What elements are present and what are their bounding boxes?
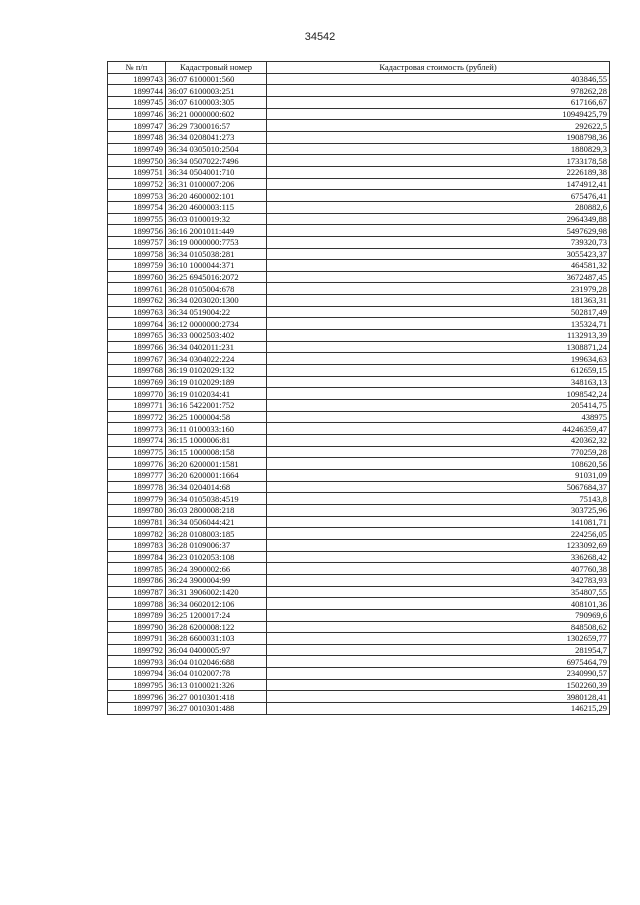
cadastral-value-cell: 739320,73 (267, 236, 610, 248)
table-row (108, 236, 610, 248)
row-index-cell: 1899757 (108, 236, 166, 248)
cadastral-value-cell: 1233092,69 (267, 539, 610, 551)
cadastral-number-cell: 36:11 0100033:160 (166, 423, 267, 435)
table-row (108, 213, 610, 225)
cadastral-number-cell: 36:07 6100003:305 (166, 96, 267, 108)
table-row (108, 668, 610, 680)
cadastral-value-cell: 3672487,45 (267, 271, 610, 283)
table-row (108, 633, 610, 645)
row-index-cell: 1899772 (108, 411, 166, 423)
row-index-cell: 1899769 (108, 376, 166, 388)
cadastral-value-cell: 75143,8 (267, 493, 610, 505)
row-index-cell: 1899761 (108, 283, 166, 295)
table-row (108, 411, 610, 423)
row-index-cell: 1899787 (108, 586, 166, 598)
table-row (108, 306, 610, 318)
cadastral-number-cell: 36:04 0102046:688 (166, 656, 267, 668)
cadastral-number-cell: 36:34 0506044:421 (166, 516, 267, 528)
table-row (108, 586, 610, 598)
row-index-cell: 1899763 (108, 306, 166, 318)
cadastral-value-cell: 280882,6 (267, 201, 610, 213)
row-index-cell: 1899771 (108, 400, 166, 412)
row-index-cell: 1899748 (108, 131, 166, 143)
row-index-cell: 1899786 (108, 574, 166, 586)
table-row (108, 295, 610, 307)
cadastral-number-cell: 36:31 3906002:1420 (166, 586, 267, 598)
table-row (108, 400, 610, 412)
row-index-cell: 1899794 (108, 668, 166, 680)
table-row (108, 283, 610, 295)
cadastral-number-cell: 36:34 0504001:710 (166, 166, 267, 178)
table-row (108, 248, 610, 260)
row-index-cell: 1899777 (108, 469, 166, 481)
table-row (108, 458, 610, 470)
row-index-cell: 1899792 (108, 644, 166, 656)
cadastral-value-cell: 10949425,79 (267, 108, 610, 120)
cadastral-value-cell: 617166,67 (267, 96, 610, 108)
row-index-cell: 1899745 (108, 96, 166, 108)
cadastral-value-cell: 44246359,47 (267, 423, 610, 435)
cadastral-number-cell: 36:31 0100007:206 (166, 178, 267, 190)
cadastral-number-cell: 36:15 1000008:158 (166, 446, 267, 458)
table-row (108, 73, 610, 85)
row-index-cell: 1899756 (108, 225, 166, 237)
cadastral-number-cell: 36:16 5422001:752 (166, 400, 267, 412)
cadastral-value-cell: 1502260,39 (267, 679, 610, 691)
cadastral-value-cell: 6975464,79 (267, 656, 610, 668)
row-index-cell: 1899778 (108, 481, 166, 493)
table-row (108, 469, 610, 481)
cadastral-number-cell: 36:25 1200017:24 (166, 609, 267, 621)
cadastral-value-cell: 770259,28 (267, 446, 610, 458)
row-index-cell: 1899764 (108, 318, 166, 330)
cadastral-number-cell: 36:16 2001011:449 (166, 225, 267, 237)
row-index-cell: 1899753 (108, 190, 166, 202)
cadastral-value-cell: 848508,62 (267, 621, 610, 633)
cadastral-value-cell: 612659,15 (267, 365, 610, 377)
cadastral-number-cell: 36:19 0102034:41 (166, 388, 267, 400)
table-row (108, 120, 610, 132)
table-row (108, 271, 610, 283)
row-index-cell: 1899796 (108, 691, 166, 703)
cadastral-number-cell: 36:24 3900002:66 (166, 563, 267, 575)
table-row (108, 446, 610, 458)
cadastral-number-cell: 36:19 0102029:132 (166, 365, 267, 377)
cadastral-number-cell: 36:34 0304022:224 (166, 353, 267, 365)
cadastral-number-cell: 36:33 0002503:402 (166, 330, 267, 342)
table-row (108, 85, 610, 97)
cadastral-number-cell: 36:23 0102053:108 (166, 551, 267, 563)
table-row (108, 388, 610, 400)
row-index-cell: 1899752 (108, 178, 166, 190)
cadastral-value-cell: 1098542,24 (267, 388, 610, 400)
table-row (108, 260, 610, 272)
table-row (108, 598, 610, 610)
cadastral-value-cell: 420362,32 (267, 435, 610, 447)
table-row (108, 528, 610, 540)
cadastral-number-cell: 36:28 0108003:185 (166, 528, 267, 540)
table-row (108, 178, 610, 190)
table-row (108, 143, 610, 155)
row-index-cell: 1899797 (108, 703, 166, 715)
row-index-cell: 1899755 (108, 213, 166, 225)
table-row (108, 330, 610, 342)
row-index-cell: 1899750 (108, 155, 166, 167)
cadastral-number-cell: 36:34 0305010:2504 (166, 143, 267, 155)
cadastral-number-cell: 36:34 0507022:7496 (166, 155, 267, 167)
column-header-cadastral-number: Кадастровый номер (166, 62, 267, 74)
row-index-cell: 1899782 (108, 528, 166, 540)
row-index-cell: 1899762 (108, 295, 166, 307)
row-index-cell: 1899788 (108, 598, 166, 610)
row-index-cell: 1899795 (108, 679, 166, 691)
table-row (108, 493, 610, 505)
table-row (108, 516, 610, 528)
cadastral-number-cell: 36:28 0109006:37 (166, 539, 267, 551)
cadastral-number-cell: 36:34 0402011:231 (166, 341, 267, 353)
column-header-index: № п/п (108, 62, 166, 74)
row-index-cell: 1899751 (108, 166, 166, 178)
page-number: 34542 (304, 31, 336, 43)
cadastral-value-cell: 135324,71 (267, 318, 610, 330)
cadastral-value-cell: 1733178,58 (267, 155, 610, 167)
table-row (108, 621, 610, 633)
cadastral-number-cell: 36:34 0602012:106 (166, 598, 267, 610)
cadastral-value-cell: 3055423,37 (267, 248, 610, 260)
cadastral-value-cell: 5497629,98 (267, 225, 610, 237)
cadastral-number-cell: 36:04 0102007:78 (166, 668, 267, 680)
table-row (108, 376, 610, 388)
table-row (108, 435, 610, 447)
row-index-cell: 1899767 (108, 353, 166, 365)
cadastral-number-cell: 36:20 4600003:115 (166, 201, 267, 213)
cadastral-value-cell: 464581,32 (267, 260, 610, 272)
cadastral-value-cell: 224256,05 (267, 528, 610, 540)
row-index-cell: 1899768 (108, 365, 166, 377)
table-row (108, 691, 610, 703)
cadastral-number-cell: 36:28 0105004:678 (166, 283, 267, 295)
cadastral-number-cell: 36:34 0519004:22 (166, 306, 267, 318)
cadastral-value-cell: 2964349,88 (267, 213, 610, 225)
row-index-cell: 1899781 (108, 516, 166, 528)
row-index-cell: 1899776 (108, 458, 166, 470)
cadastral-number-cell: 36:19 0000000:7753 (166, 236, 267, 248)
table-header-row (108, 62, 610, 74)
cadastral-value-cell: 2340990,57 (267, 668, 610, 680)
row-index-cell: 1899790 (108, 621, 166, 633)
cadastral-value-cell: 108620,56 (267, 458, 610, 470)
table-row (108, 481, 610, 493)
cadastral-number-cell: 36:07 6100003:251 (166, 85, 267, 97)
cadastral-number-cell: 36:34 0105038:4519 (166, 493, 267, 505)
table-row (108, 679, 610, 691)
row-index-cell: 1899749 (108, 143, 166, 155)
row-index-cell: 1899783 (108, 539, 166, 551)
row-index-cell: 1899765 (108, 330, 166, 342)
row-index-cell: 1899759 (108, 260, 166, 272)
table-row (108, 423, 610, 435)
table-row (108, 225, 610, 237)
cadastral-value-cell: 348163,13 (267, 376, 610, 388)
cadastral-value-cell: 408101,36 (267, 598, 610, 610)
cadastral-value-cell: 303725,96 (267, 504, 610, 516)
cadastral-value-cell: 231979,28 (267, 283, 610, 295)
cadastral-value-cell: 336268,42 (267, 551, 610, 563)
table-row (108, 539, 610, 551)
cadastral-number-cell: 36:03 0100019:32 (166, 213, 267, 225)
cadastral-value-cell: 790969,6 (267, 609, 610, 621)
cadastral-value-cell: 2226189,38 (267, 166, 610, 178)
table-row (108, 353, 610, 365)
column-header-cadastral-value: Кадастровая стоимость (рублей) (267, 62, 610, 74)
cadastral-value-cell: 407760,38 (267, 563, 610, 575)
row-index-cell: 1899758 (108, 248, 166, 260)
cadastral-number-cell: 36:28 6200008:122 (166, 621, 267, 633)
cadastral-number-cell: 36:12 0000000:2734 (166, 318, 267, 330)
row-index-cell: 1899746 (108, 108, 166, 120)
cadastral-number-cell: 36:27 0010301:488 (166, 703, 267, 715)
row-index-cell: 1899784 (108, 551, 166, 563)
row-index-cell: 1899779 (108, 493, 166, 505)
table-row (108, 656, 610, 668)
cadastral-value-cell: 199634,63 (267, 353, 610, 365)
row-index-cell: 1899793 (108, 656, 166, 668)
table-row (108, 166, 610, 178)
cadastral-value-cell: 1880829,3 (267, 143, 610, 155)
cadastral-number-cell: 36:20 4600002:101 (166, 190, 267, 202)
cadastral-number-cell: 36:25 1000004:58 (166, 411, 267, 423)
cadastral-number-cell: 36:34 0105038:281 (166, 248, 267, 260)
cadastral-number-cell: 36:03 2800008:218 (166, 504, 267, 516)
cadastral-number-cell: 36:13 0100021:326 (166, 679, 267, 691)
row-index-cell: 1899766 (108, 341, 166, 353)
cadastral-value-cell: 438975 (267, 411, 610, 423)
row-index-cell: 1899785 (108, 563, 166, 575)
cadastral-value-cell: 5067684,37 (267, 481, 610, 493)
cadastral-value-cell: 146215,29 (267, 703, 610, 715)
table-row (108, 201, 610, 213)
cadastral-number-cell: 36:20 6200001:1664 (166, 469, 267, 481)
cadastral-value-cell: 181363,31 (267, 295, 610, 307)
cadastral-number-cell: 36:25 6945016:2072 (166, 271, 267, 283)
cadastral-number-cell: 36:34 0204014:68 (166, 481, 267, 493)
cadastral-number-cell: 36:34 0203020:1300 (166, 295, 267, 307)
cadastral-number-cell: 36:34 0208041:273 (166, 131, 267, 143)
cadastral-number-cell: 36:27 0010301:418 (166, 691, 267, 703)
row-index-cell: 1899760 (108, 271, 166, 283)
row-index-cell: 1899747 (108, 120, 166, 132)
cadastral-value-cell: 403846,55 (267, 73, 610, 85)
cadastral-value-cell: 1908798,36 (267, 131, 610, 143)
cadastral-number-cell: 36:28 6600031:103 (166, 633, 267, 645)
table-row (108, 365, 610, 377)
cadastral-value-cell: 281954,7 (267, 644, 610, 656)
row-index-cell: 1899791 (108, 633, 166, 645)
cadastral-value-cell: 1308871,24 (267, 341, 610, 353)
cadastral-number-cell: 36:29 7300016:57 (166, 120, 267, 132)
cadastral-number-cell: 36:24 3900004:99 (166, 574, 267, 586)
cadastral-value-cell: 978262,28 (267, 85, 610, 97)
row-index-cell: 1899770 (108, 388, 166, 400)
cadastral-value-cell: 292622,5 (267, 120, 610, 132)
table-row (108, 341, 610, 353)
table-row (108, 551, 610, 563)
table-row (108, 703, 610, 715)
cadastral-value-cell: 91031,09 (267, 469, 610, 481)
cadastral-value-cell: 502817,49 (267, 306, 610, 318)
row-index-cell: 1899775 (108, 446, 166, 458)
cadastral-value-cell: 354807,55 (267, 586, 610, 598)
row-index-cell: 1899754 (108, 201, 166, 213)
table-row (108, 504, 610, 516)
table-row (108, 318, 610, 330)
cadastral-value-table (107, 61, 610, 715)
table-row (108, 574, 610, 586)
cadastral-number-cell: 36:10 1000044:371 (166, 260, 267, 272)
cadastral-value-cell: 1474912,41 (267, 178, 610, 190)
cadastral-number-cell: 36:20 6200001:1581 (166, 458, 267, 470)
table-row (108, 644, 610, 656)
cadastral-number-cell: 36:07 6100001:560 (166, 73, 267, 85)
cadastral-number-cell: 36:04 0400005:97 (166, 644, 267, 656)
row-index-cell: 1899789 (108, 609, 166, 621)
table-row (108, 155, 610, 167)
table-row (108, 108, 610, 120)
table-row (108, 190, 610, 202)
cadastral-value-cell: 675476,41 (267, 190, 610, 202)
cadastral-value-cell: 1302659,77 (267, 633, 610, 645)
table-row (108, 131, 610, 143)
cadastral-value-cell: 3980128,41 (267, 691, 610, 703)
cadastral-number-cell: 36:21 0000000:602 (166, 108, 267, 120)
table-body (108, 73, 610, 714)
row-index-cell: 1899744 (108, 85, 166, 97)
cadastral-value-cell: 1132913,39 (267, 330, 610, 342)
cadastral-number-cell: 36:15 1000006:81 (166, 435, 267, 447)
cadastral-value-cell: 205414,75 (267, 400, 610, 412)
cadastral-number-cell: 36:19 0102029:189 (166, 376, 267, 388)
cadastral-value-cell: 141081,71 (267, 516, 610, 528)
table-row (108, 609, 610, 621)
row-index-cell: 1899773 (108, 423, 166, 435)
table-row (108, 563, 610, 575)
row-index-cell: 1899774 (108, 435, 166, 447)
row-index-cell: 1899780 (108, 504, 166, 516)
cadastral-value-cell: 342783,93 (267, 574, 610, 586)
row-index-cell: 1899743 (108, 73, 166, 85)
table-row (108, 96, 610, 108)
